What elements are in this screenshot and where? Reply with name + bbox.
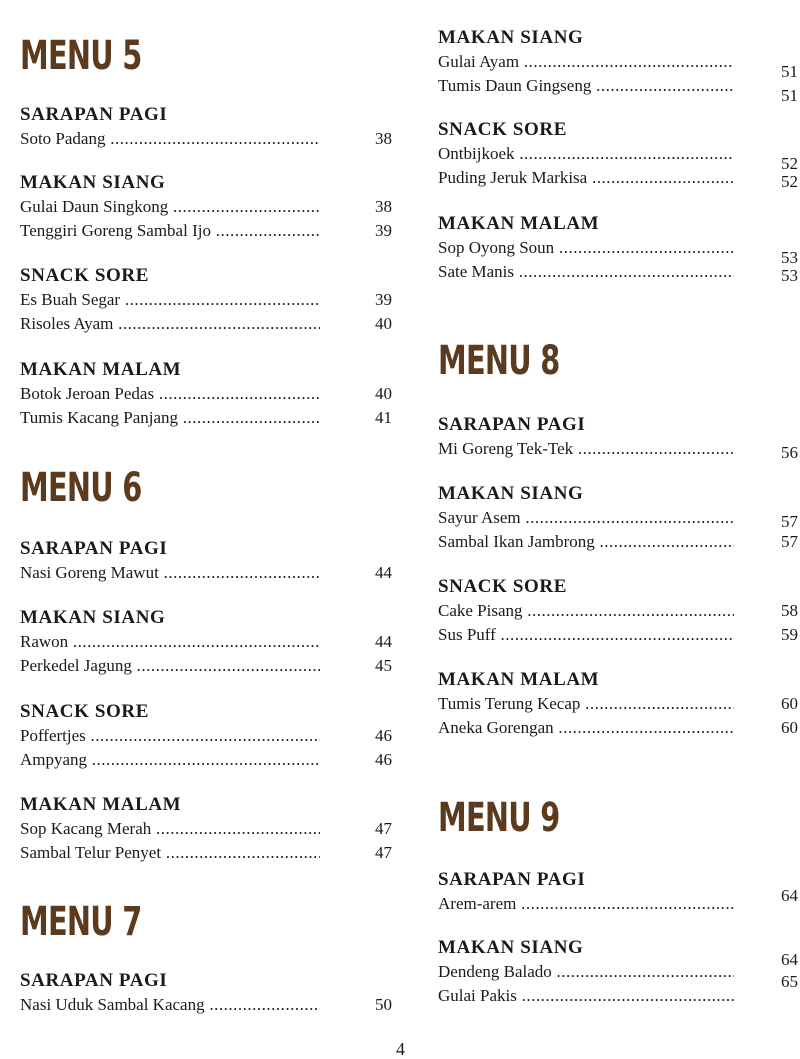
toc-entry[interactable] (438, 74, 798, 105)
entry-title: Sus Puff ..... (438, 623, 734, 647)
section-heading: MAKAN SIANG (438, 27, 584, 48)
section-heading: MAKAN SIANG (20, 607, 166, 628)
entry-title: Tenggiri Goreng Sambal Ijo ..... (20, 219, 320, 243)
menu-5-makan-malam (20, 358, 392, 430)
entry-title: Puding Jeruk Markisa ..... (438, 166, 734, 190)
entry-page: 46 (375, 750, 392, 769)
toc-entry[interactable] (438, 260, 798, 284)
toc-entry[interactable] (438, 236, 798, 267)
toc-entry[interactable] (20, 382, 392, 406)
toc-entry[interactable] (438, 506, 798, 530)
entry-title: Rawon ..... (20, 630, 320, 654)
entry-title: Sate Manis ..... (438, 260, 734, 284)
entry-title: Ontbijkoek ..... (438, 142, 734, 166)
entry-page: 50 (375, 995, 392, 1014)
entry-page: 65 (781, 972, 798, 991)
entry-page: 38 (375, 197, 392, 216)
section-heading: SARAPAN PAGI (438, 869, 586, 890)
menu-6-makan-siang (20, 606, 392, 678)
page-number: 4 (396, 1039, 405, 1059)
toc-entry[interactable] (438, 972, 798, 1008)
section-heading: MAKAN MALAM (438, 213, 600, 234)
menu-8-title: MENU 8 (438, 338, 560, 384)
entry-title: Dendeng Balado ..... (438, 960, 734, 984)
entry-title: Es Buah Segar ..... (20, 288, 320, 312)
toc-entry[interactable] (20, 841, 392, 865)
section-heading: SARAPAN PAGI (438, 414, 586, 435)
menu-6-title: MENU 6 (20, 465, 142, 511)
entry-page: 44 (375, 563, 392, 582)
entry-title: Aneka Gorengan ..... (438, 716, 734, 740)
section-heading: SNACK SORE (20, 265, 149, 286)
toc-entry[interactable] (438, 716, 798, 740)
toc-entry[interactable] (20, 127, 392, 151)
toc-entry[interactable] (20, 748, 392, 772)
toc-entry[interactable] (20, 406, 392, 430)
section-heading: MAKAN MALAM (20, 794, 182, 815)
menu-8-makan-malam (438, 668, 798, 740)
entry-title: Cake Pisang ..... (438, 599, 734, 623)
entry-page: 64 (781, 886, 798, 905)
entry-title: Perkedel Jagung ..... (20, 654, 320, 678)
toc-entry[interactable] (438, 50, 798, 81)
menu-9-title: MENU 9 (438, 795, 560, 841)
entry-page: 60 (781, 694, 798, 713)
toc-entry[interactable] (20, 724, 392, 748)
toc-entry[interactable] (438, 599, 798, 623)
section-heading: MAKAN SIANG (438, 937, 584, 958)
entry-title: Tumis Kacang Panjang ..... (20, 406, 320, 430)
toc-entry[interactable] (438, 886, 798, 916)
section-heading: SNACK SORE (20, 701, 149, 722)
entry-page: 47 (375, 819, 392, 838)
toc-entry[interactable] (438, 530, 798, 554)
entry-title: Sop Kacang Merah ..... (20, 817, 320, 841)
section-heading: SNACK SORE (438, 576, 567, 597)
entry-page: 52 (781, 172, 798, 191)
toc-entry[interactable] (20, 561, 392, 585)
entry-title: Arem-arem ..... (438, 892, 734, 916)
entry-page: 41 (375, 408, 392, 427)
menu-8-snack-sore (438, 575, 798, 647)
entry-title: Tumis Terung Kecap ..... (438, 692, 734, 716)
entry-page: 52 (781, 154, 798, 173)
toc-entry[interactable] (20, 288, 392, 312)
toc-entry[interactable] (438, 166, 798, 190)
entry-page: 58 (781, 601, 798, 620)
entry-page: 53 (781, 248, 798, 267)
entry-page: 64 (781, 950, 798, 969)
entry-page: 44 (375, 632, 392, 651)
section-heading: MAKAN MALAM (438, 669, 600, 690)
toc-entry[interactable] (438, 142, 798, 173)
entry-title: Nasi Uduk Sambal Kacang ..... (20, 993, 320, 1017)
section-heading: MAKAN MALAM (20, 359, 182, 380)
section-heading: SARAPAN PAGI (20, 970, 168, 991)
entry-page: 56 (781, 443, 798, 462)
menu-9-sarapan-pagi (438, 868, 798, 916)
entry-title: Gulai Pakis ..... (438, 984, 734, 1008)
entry-page: 53 (781, 266, 798, 285)
entry-title: Nasi Goreng Mawut ..... (20, 561, 320, 585)
menu-5-makan-siang (20, 171, 392, 243)
toc-entry[interactable] (438, 692, 798, 716)
section-heading: MAKAN SIANG (438, 483, 584, 504)
entry-page: 51 (781, 62, 798, 81)
entry-title: Soto Padang ..... (20, 127, 320, 151)
menu-7-title: MENU 7 (20, 899, 142, 945)
entry-page: 39 (375, 290, 392, 309)
entry-title: Ampyang ..... (20, 748, 320, 772)
entry-page: 45 (375, 656, 392, 675)
menu-8-sarapan-pagi (438, 413, 798, 461)
toc-entry[interactable] (20, 654, 392, 678)
section-heading: SNACK SORE (438, 119, 567, 140)
entry-title: Sambal Telur Penyet ..... (20, 841, 320, 865)
toc-entry[interactable] (20, 817, 392, 841)
menu-9-makan-siang (438, 936, 798, 1008)
entry-title: Gulai Ayam ..... (438, 50, 734, 74)
entry-page: 40 (375, 314, 392, 333)
entry-title: Gulai Daun Singkong ..... (20, 195, 320, 219)
menu-6-makan-malam (20, 793, 392, 865)
toc-entry[interactable] (20, 993, 392, 1017)
entry-page: 59 (781, 625, 798, 644)
toc-entry[interactable] (438, 437, 798, 461)
menu-7-snack-sore (438, 118, 798, 190)
menu-6-snack-sore (20, 700, 392, 772)
menu-5-snack-sore (20, 264, 392, 336)
toc-entry[interactable] (20, 630, 392, 654)
entry-title: Risoles Ayam ..... (20, 312, 320, 336)
section-heading: SARAPAN PAGI (20, 104, 168, 125)
entry-title: Sambal Ikan Jambrong ..... (438, 530, 734, 554)
menu-8-makan-siang (438, 482, 798, 554)
menu-7-sarapan-pagi (20, 969, 392, 1017)
entry-title: Poffertjes ..... (20, 724, 320, 748)
entry-page: 60 (781, 718, 798, 737)
menu-6-sarapan-pagi (20, 537, 392, 585)
toc-entry[interactable] (20, 195, 392, 219)
menu-7-makan-malam (438, 212, 798, 284)
entry-page: 57 (781, 532, 798, 551)
entry-page: 57 (781, 512, 798, 531)
entry-page: 46 (375, 726, 392, 745)
section-heading: MAKAN SIANG (20, 172, 166, 193)
menu-7-makan-siang (438, 26, 798, 105)
toc-entry[interactable] (438, 623, 798, 647)
toc-entry[interactable] (20, 312, 392, 336)
menu-5-sarapan-pagi (20, 103, 392, 151)
entry-page: 40 (375, 384, 392, 403)
entry-title: Sayur Asem ..... (438, 506, 734, 530)
menu-5-title: MENU 5 (20, 33, 142, 79)
entry-page: 51 (781, 86, 798, 105)
section-heading: SARAPAN PAGI (20, 538, 168, 559)
entry-page: 47 (375, 843, 392, 862)
entry-page: 39 (375, 221, 392, 240)
entry-title: Mi Goreng Tek-Tek ..... (438, 437, 734, 461)
entry-page: 38 (375, 129, 392, 148)
entry-title: Tumis Daun Gingseng ..... (438, 74, 734, 98)
toc-entry[interactable] (20, 219, 392, 243)
entry-title: Botok Jeroan Pedas ..... (20, 382, 320, 406)
toc-entry[interactable] (438, 950, 798, 984)
entry-title: Sop Oyong Soun ..... (438, 236, 734, 260)
